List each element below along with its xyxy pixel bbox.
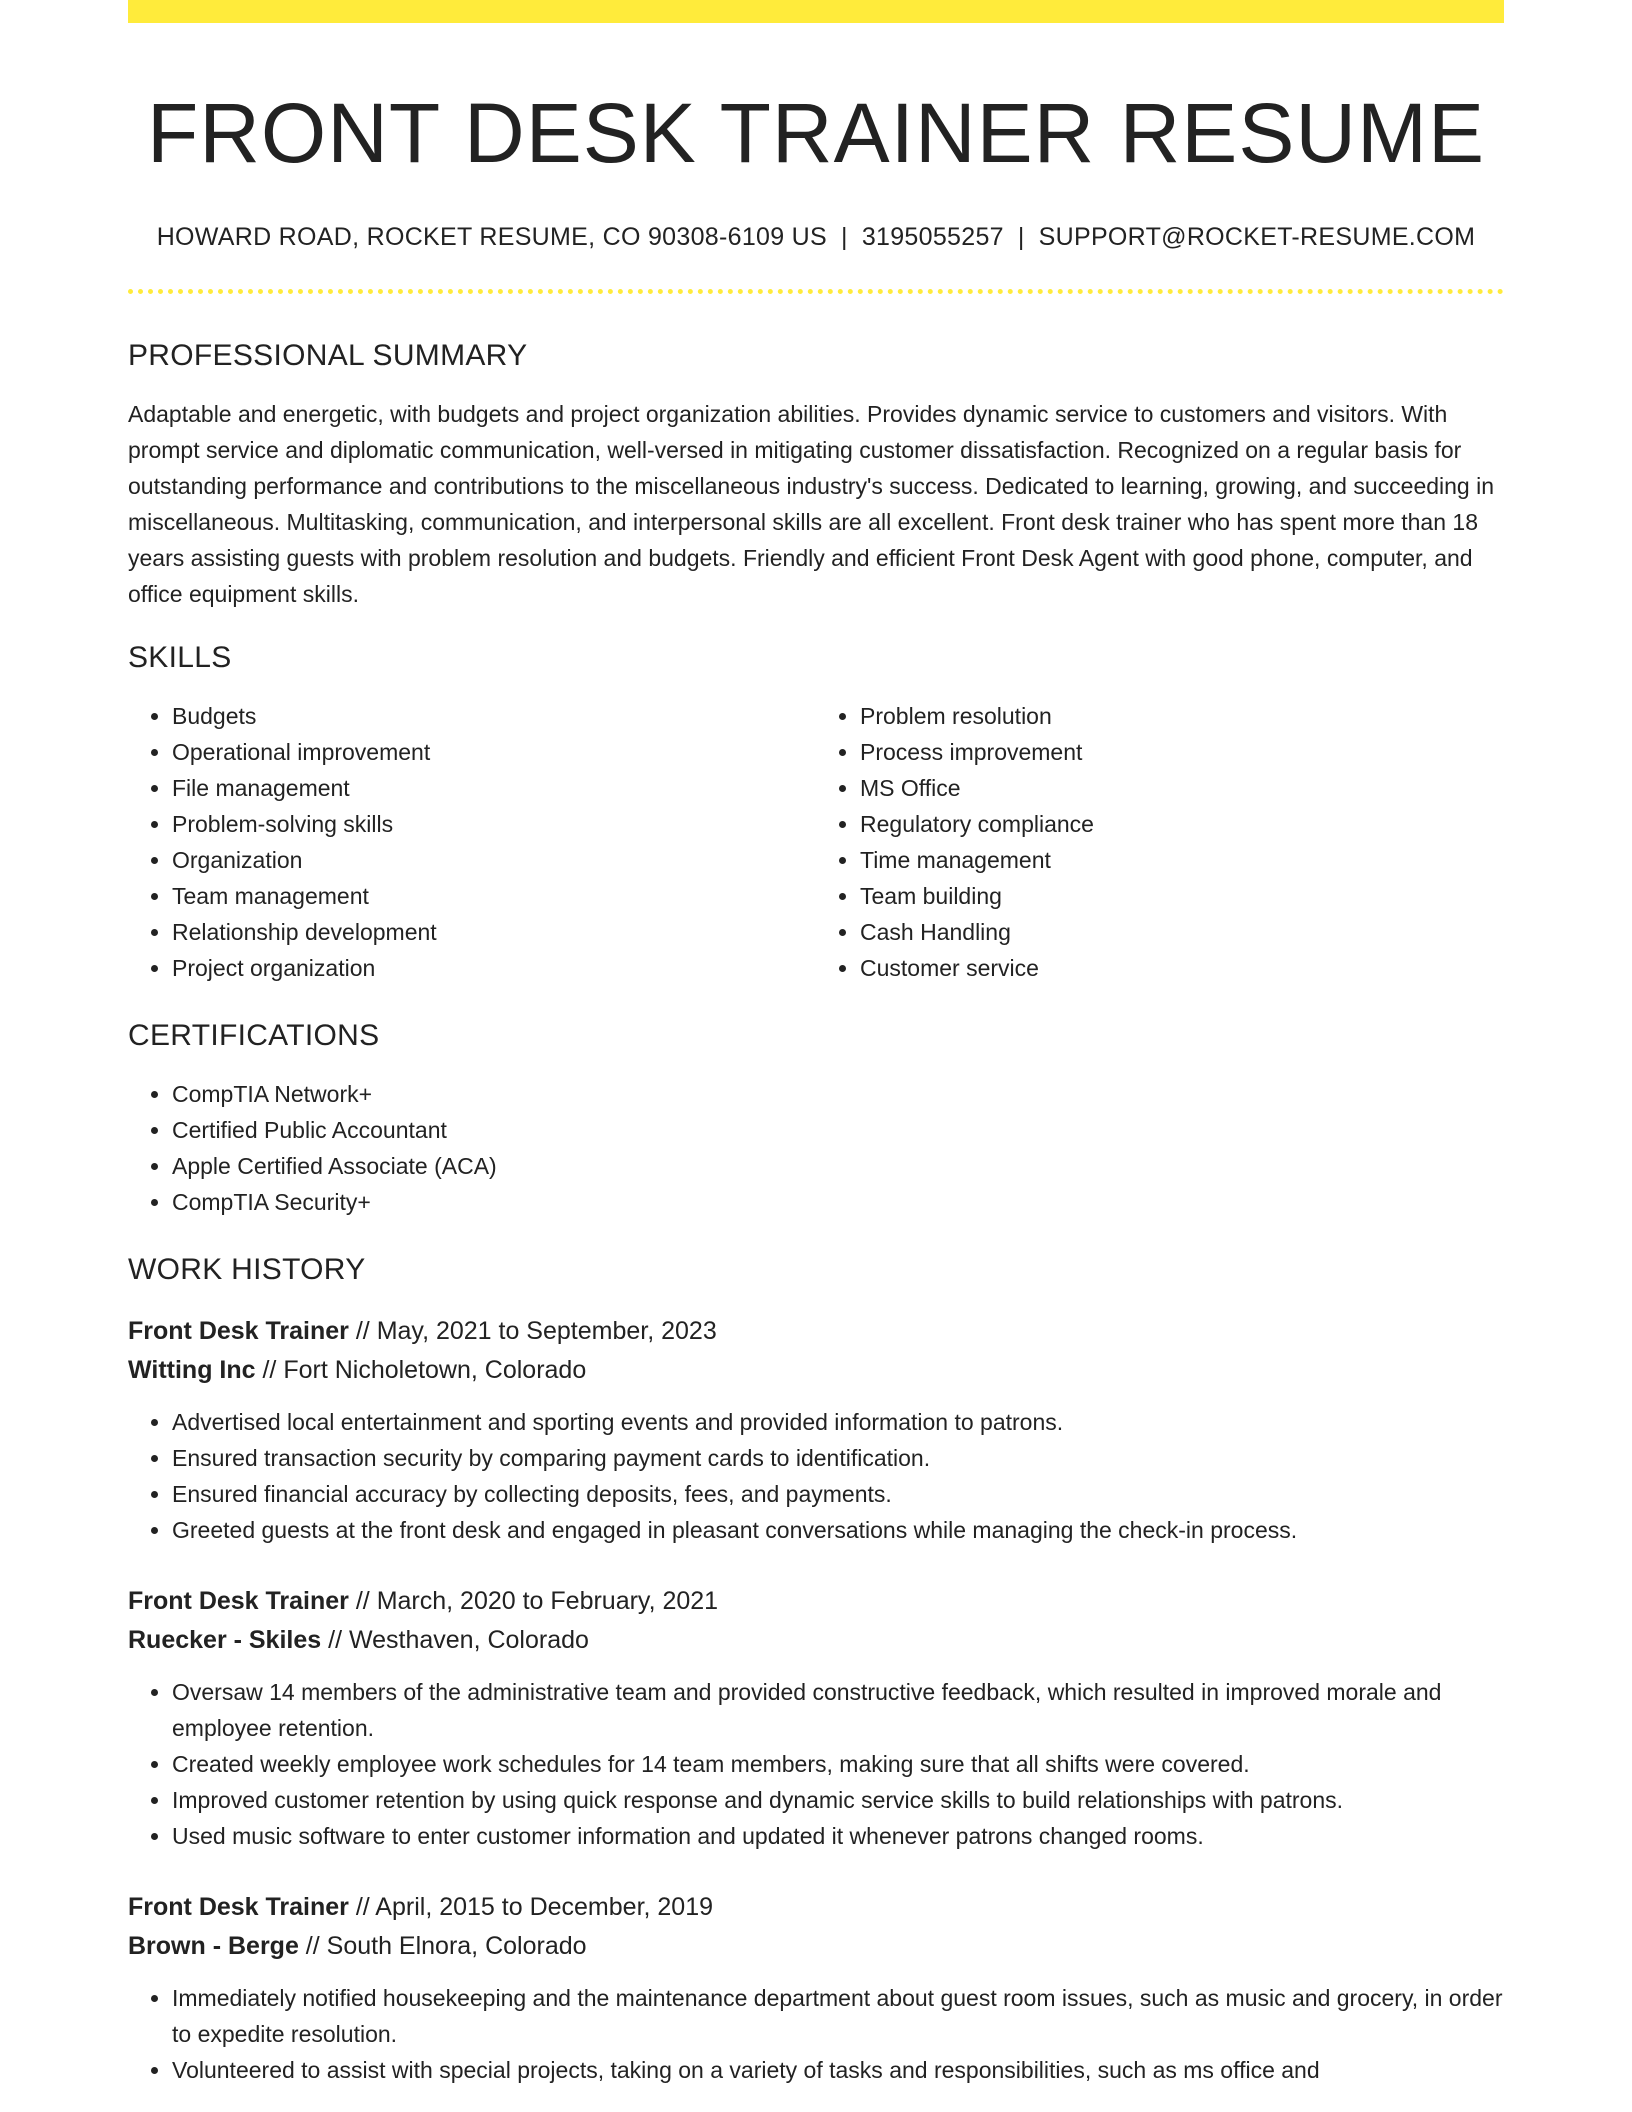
contact-line bbox=[128, 221, 1504, 253]
skill-item: • File management bbox=[172, 770, 816, 806]
job-title-line bbox=[128, 1312, 1504, 1351]
job-location: // South Elnora, Colorado bbox=[298, 1932, 587, 1960]
phone: 3195055257 bbox=[861, 223, 1004, 251]
skill-item: • Project organization bbox=[172, 950, 816, 986]
skills-columns bbox=[128, 698, 1504, 986]
skills-heading: SKILLS bbox=[128, 641, 232, 674]
job-bullet: • Oversaw 14 members of the administrative team and provided constructive feedback, which resulted in improved morale and employee retention. bbox=[172, 1674, 1504, 1746]
job-bullet: • Used music software to enter customer information and updated it whenever patrons changed rooms. bbox=[172, 1818, 1504, 1854]
work-history-heading: WORK HISTORY bbox=[128, 1253, 366, 1286]
job-bullets bbox=[128, 1404, 1504, 1548]
job-title: Front Desk Trainer bbox=[128, 1317, 349, 1345]
job-bullet: • Ensured transaction security by comparing payment cards to identification. bbox=[172, 1440, 1504, 1476]
top-accent-bar bbox=[128, 0, 1504, 23]
resume-page bbox=[128, 0, 1504, 2088]
job-dates: // May, 2021 to September, 2023 bbox=[348, 1317, 717, 1345]
job-company: Brown - Berge bbox=[128, 1932, 299, 1960]
skill-item: • Cash Handling bbox=[860, 914, 1504, 950]
email: SUPPORT@ROCKET-RESUME.COM bbox=[1038, 223, 1476, 251]
job-bullet: • Greeted guests at the front desk and engaged in pleasant conversations while managing the check-in process. bbox=[172, 1512, 1504, 1548]
skill-item: • MS Office bbox=[860, 770, 1504, 806]
certification-item: • Certified Public Accountant bbox=[172, 1112, 1504, 1148]
skill-item: • Organization bbox=[172, 842, 816, 878]
job-title-line bbox=[128, 1582, 1504, 1621]
job-bullet: • Created weekly employee work schedules for 14 team members, making sure that all shifts were covered. bbox=[172, 1746, 1504, 1782]
separator: | bbox=[1017, 223, 1025, 251]
job-title: Front Desk Trainer bbox=[128, 1893, 349, 1921]
skills-left-list bbox=[128, 698, 816, 986]
skill-item: • Operational improvement bbox=[172, 734, 816, 770]
job-bullets bbox=[128, 1674, 1504, 1854]
job-bullet: • Ensured financial accuracy by collecting deposits, fees, and payments. bbox=[172, 1476, 1504, 1512]
summary-heading: PROFESSIONAL SUMMARY bbox=[128, 339, 528, 372]
job-entry bbox=[128, 1312, 1504, 1548]
dotted-divider bbox=[128, 289, 1504, 294]
skill-item: • Customer service bbox=[860, 950, 1504, 986]
skill-item: • Problem resolution bbox=[860, 698, 1504, 734]
skill-item: • Process improvement bbox=[860, 734, 1504, 770]
job-bullet: • Advertised local entertainment and sporting events and provided information to patrons. bbox=[172, 1404, 1504, 1440]
skill-item: • Problem-solving skills bbox=[172, 806, 816, 842]
job-company-line bbox=[128, 1351, 1504, 1390]
job-location: // Westhaven, Colorado bbox=[321, 1626, 589, 1654]
job-entry bbox=[128, 1582, 1504, 1854]
skill-item: • Team management bbox=[172, 878, 816, 914]
certification-item: • Apple Certified Associate (ACA) bbox=[172, 1148, 1504, 1184]
certification-item: • CompTIA Network+ bbox=[172, 1076, 1504, 1112]
resume-title: FRONT DESK TRAINER RESUME bbox=[146, 86, 1486, 180]
certifications-list bbox=[128, 1076, 1504, 1220]
address: HOWARD ROAD, ROCKET RESUME, CO 90308-6109 US bbox=[156, 223, 828, 251]
job-dates: // March, 2020 to February, 2021 bbox=[348, 1587, 719, 1615]
certifications-heading: CERTIFICATIONS bbox=[128, 1019, 380, 1052]
certification-item: • CompTIA Security+ bbox=[172, 1184, 1504, 1220]
summary-text: Adaptable and energetic, with budgets and project organization abilities. Provides dynamic service to customers and visitors. With prompt service and diplomatic communication, well-versed in mitigating customer dissatisfaction. Recognized on a regular basis for outstanding performance and contributions to the miscellaneous industry's success. Dedicated to learning, growing, and succeeding in miscellaneous. Multitasking, communication, and interpersonal skills are all excellent. Front desk trainer who has spent more than 18 years assisting guests with problem resolution and budgets. Friendly and efficient Front Desk Agent with good phone, computer, and office equipment skills. bbox=[128, 401, 1495, 607]
job-company: Witting Inc bbox=[128, 1356, 256, 1384]
job-company: Ruecker - Skiles bbox=[128, 1626, 322, 1654]
job-company-line bbox=[128, 1927, 1504, 1966]
job-title-line bbox=[128, 1888, 1504, 1927]
skill-item: • Regulatory compliance bbox=[860, 806, 1504, 842]
job-bullet: • Immediately notified housekeeping and the maintenance department about guest room issues, such as music and grocery, in order to expedite resolution. bbox=[172, 1980, 1504, 2052]
skills-right-list bbox=[816, 698, 1504, 986]
job-dates: // April, 2015 to December, 2019 bbox=[348, 1893, 714, 1921]
skill-item: • Team building bbox=[860, 878, 1504, 914]
skill-item: • Time management bbox=[860, 842, 1504, 878]
skill-item: • Budgets bbox=[172, 698, 816, 734]
job-bullet: • Volunteered to assist with special projects, taking on a variety of tasks and responsibilities, such as ms office and bbox=[172, 2052, 1504, 2088]
separator: | bbox=[841, 223, 848, 251]
job-title: Front Desk Trainer bbox=[128, 1587, 349, 1615]
job-bullet: • Improved customer retention by using quick response and dynamic service skills to build relationships with patrons. bbox=[172, 1782, 1504, 1818]
job-bullets bbox=[128, 1980, 1504, 2088]
job-location: // Fort Nicholetown, Colorado bbox=[255, 1356, 587, 1384]
job-entry bbox=[128, 1888, 1504, 2088]
job-company-line bbox=[128, 1621, 1504, 1660]
skill-item: • Relationship development bbox=[172, 914, 816, 950]
